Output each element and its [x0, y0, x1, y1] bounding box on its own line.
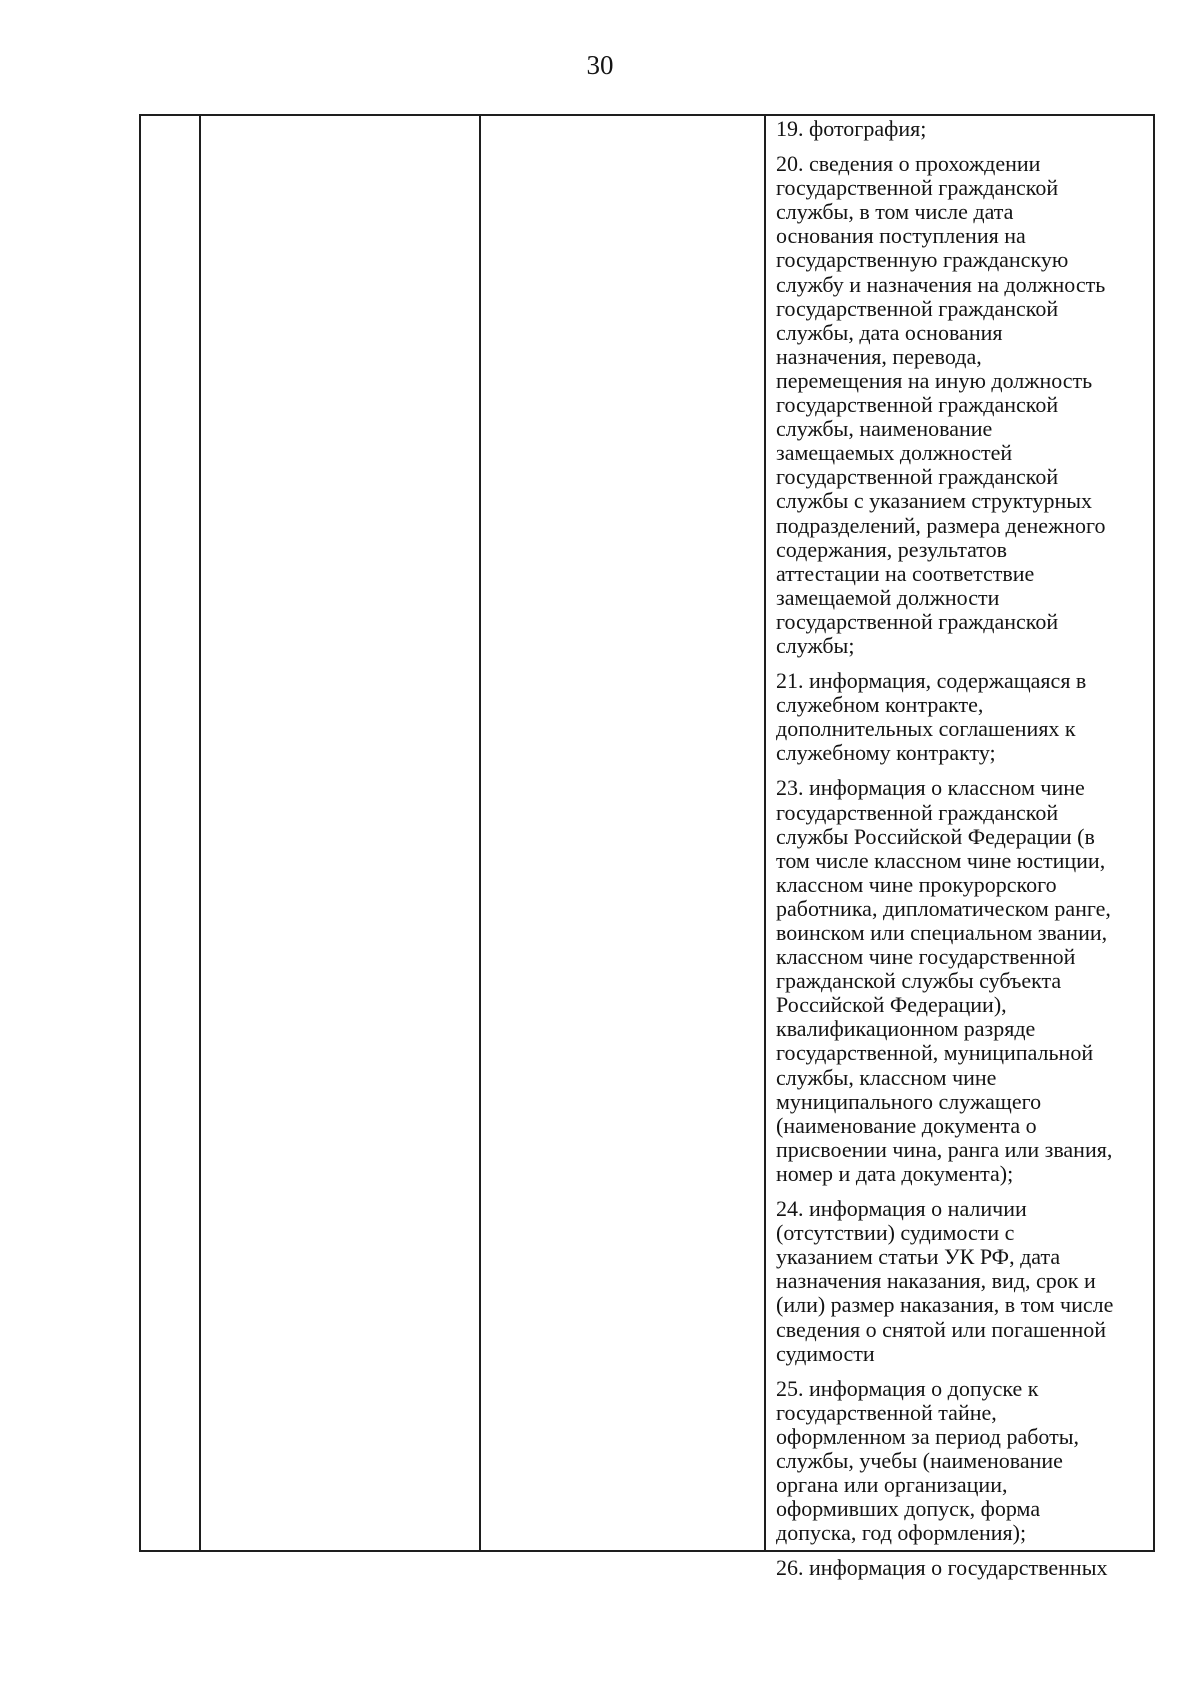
list-item-line: государственной гражданской — [776, 295, 1059, 321]
list-item — [776, 776, 1143, 1186]
list-item-line: гражданской службы субъекта — [776, 968, 1062, 994]
list-item-line: назначения, перевода, — [776, 343, 982, 369]
list-item-line: оформивших допуск, форма — [776, 1496, 1041, 1522]
list-item-line: сведения о снятой или погашенной — [776, 1316, 1106, 1342]
list-item — [776, 1197, 1143, 1366]
list-item-line: 19. фотография; — [776, 116, 927, 141]
list-item-line: службы, наименование — [776, 416, 993, 442]
list-item-line: (отсутствии) судимости с — [776, 1220, 1015, 1246]
list-item-line: том числе классном чине юстиции, — [776, 847, 1106, 873]
list-item-line: муниципального служащего — [776, 1088, 1042, 1114]
list-item-line: дополнительных соглашениях к — [776, 716, 1076, 742]
list-item — [776, 669, 1143, 765]
list-item-line: основания поступления на — [776, 223, 1026, 249]
list-item-line: государственной гражданской — [776, 799, 1059, 825]
list-item-line: государственной гражданской — [776, 392, 1059, 418]
list-item-line: 23. информация о классном чине — [776, 775, 1085, 801]
list-item-line: Российской Федерации), — [776, 992, 1007, 1018]
list-item-line: аттестации на соответствие — [776, 560, 1035, 586]
list-item-line: замещаемых должностей — [776, 440, 1013, 466]
list-item-line: присвоении чина, ранга или звания, — [776, 1136, 1113, 1162]
list-item-line: назначения наказания, вид, срок и — [776, 1268, 1096, 1294]
column-divider-1 — [199, 116, 201, 1550]
list-item-line: службы, классном чине — [776, 1064, 997, 1090]
list-item-line: подразделений, размера денежного — [776, 512, 1106, 538]
list-item-line: государственной тайне, — [776, 1399, 997, 1425]
list-item-line: 21. информация, содержащаяся в — [776, 668, 1087, 694]
list-item-line: службы, в том числе дата — [776, 199, 1014, 225]
list-item-line: службы с указанием структурных — [776, 488, 1093, 514]
list-item-line: службы, учебы (наименование — [776, 1447, 1063, 1473]
list-item-line: классном чине государственной — [776, 944, 1076, 970]
list-item-line: содержания, результатов — [776, 536, 1007, 562]
list-item-line: оформленном за период работы, — [776, 1423, 1080, 1449]
list-item-line: квалификационном разряде — [776, 1016, 1036, 1042]
personal-data-list-cell — [766, 116, 1153, 1581]
list-item-line: государственную гражданскую — [776, 247, 1069, 273]
list-item-line: воинском или специальном звании, — [776, 920, 1108, 945]
list-item-line: государственной гражданской — [776, 175, 1059, 201]
column-divider-2 — [479, 116, 481, 1550]
list-item-line: службы; — [776, 632, 855, 658]
list-item-line: (или) размер наказания, в том числе — [776, 1292, 1114, 1318]
list-item-line: судимости — [776, 1340, 875, 1366]
document-table — [139, 114, 1155, 1581]
list-item-line: указанием статьи УК РФ, дата — [776, 1244, 1061, 1270]
list-item-line: службу и назначения на должность — [776, 271, 1106, 297]
list-item-line: 26. информация о государственных — [776, 1555, 1108, 1581]
list-item-line: 25. информация о допуске к — [776, 1375, 1039, 1401]
list-item-line: государственной гражданской — [776, 464, 1059, 490]
list-item-line: службы Российской Федерации (в — [776, 823, 1095, 849]
list-item-line: перемещения на иную должность — [776, 367, 1093, 393]
list-item-line: (наименование документа о — [776, 1112, 1037, 1138]
list-item-line: органа или организации, — [776, 1472, 1008, 1498]
list-item-line: 24. информация о наличии — [776, 1196, 1027, 1222]
list-item-line: 20. сведения о прохождении — [776, 151, 1041, 177]
list-item-line: замещаемой должности — [776, 584, 1000, 610]
list-item-line: службы, дата основания — [776, 319, 1003, 345]
list-item-line: работника, дипломатическом ранге, — [776, 895, 1111, 921]
list-item — [776, 1556, 1143, 1580]
list-item — [776, 152, 1143, 658]
list-item — [776, 1377, 1143, 1546]
list-item-line: служебному контракту; — [776, 740, 996, 766]
list-item-line: государственной гражданской — [776, 608, 1059, 634]
list-item-line: допуска, год оформления); — [776, 1520, 1027, 1546]
list-item-line: служебном контракте, — [776, 692, 984, 718]
list-item-line: номер и дата документа); — [776, 1160, 1014, 1186]
list-item-line: классном чине прокурорского — [776, 871, 1057, 897]
page-number: 30 — [586, 50, 614, 80]
list-item-line: государственной, муниципальной — [776, 1040, 1094, 1066]
list-item — [776, 117, 1143, 141]
